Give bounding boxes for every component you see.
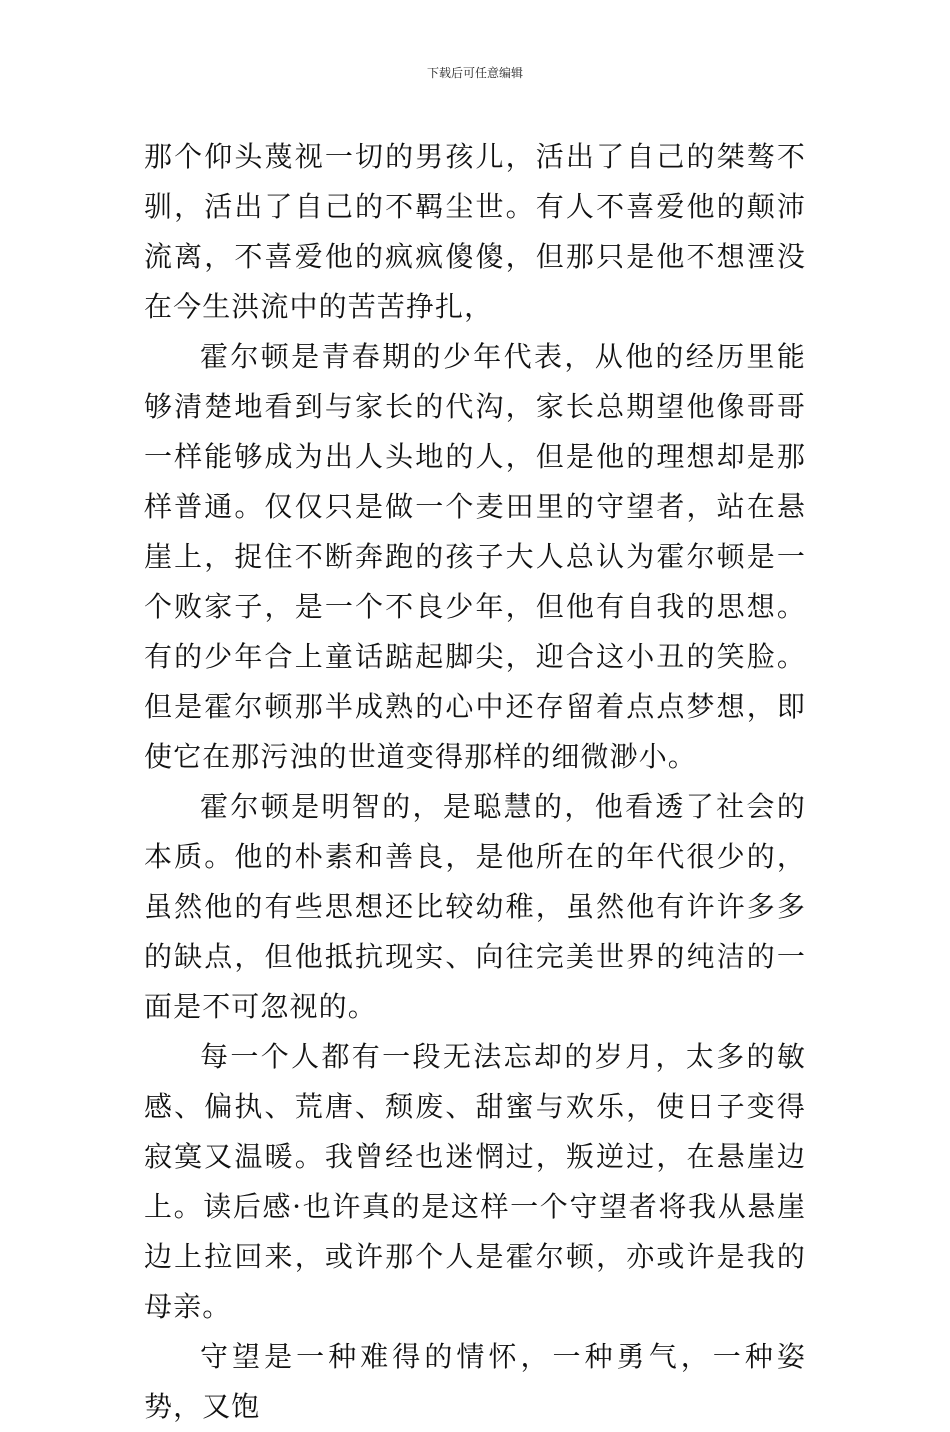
- paragraph-2: 霍尔顿是青春期的少年代表，从他的经历里能够清楚地看到与家长的代沟，家长总期望他像哥哥一样能够成为出人头地的人，但是他的理想却是那样普通。仅仅只是做一个麦田里的守望者，站在悬崖上，捉住不断奔跑的孩子大人总认为霍尔顿是一个败家子，是一个不良少年，但他有自我的思想。有的少年合上童话踮起脚尖，迎合这小丑的笑脸。但是霍尔顿那半成熟的心中还存留着点点梦想，即使它在那污浊的世道变得那样的细微渺小。: [144, 340, 806, 773]
- paragraph-3: 霍尔顿是明智的，是聪慧的，他看透了社会的本质。他的朴素和善良，是他所在的年代很少的，虽然他的有些思想还比较幼稚，虽然他有许许多多的缺点，但他抵抗现实、向往完美世界的纯洁的一面是不可忽视的。: [144, 790, 806, 1023]
- paragraph-4: 每一个人都有一段无法忘却的岁月，太多的敏感、偏执、荒唐、颓废、甜蜜与欢乐，使日子变得寂寞又温暖。我曾经也迷惘过，叛逆过，在悬崖边上。读后感·也许真的是这样一个守望者将我从悬崖边上拉回来，或许那个人是霍尔顿，亦或许是我的母亲。: [144, 1040, 806, 1323]
- paragraph-5: 守望是一种难得的情怀，一种勇气，一种姿势，又饱: [144, 1340, 806, 1423]
- document-body: [144, 132, 806, 1432]
- paragraph-1: 那个仰头蔑视一切的男孩儿，活出了自己的桀骜不驯，活出了自己的不羁尘世。有人不喜爱他的颠沛流离，不喜爱他的疯疯傻傻，但那只是他不想湮没在今生洪流中的苦苦挣扎，: [144, 140, 806, 323]
- page-header: 下载后可任意编辑: [426, 66, 523, 80]
